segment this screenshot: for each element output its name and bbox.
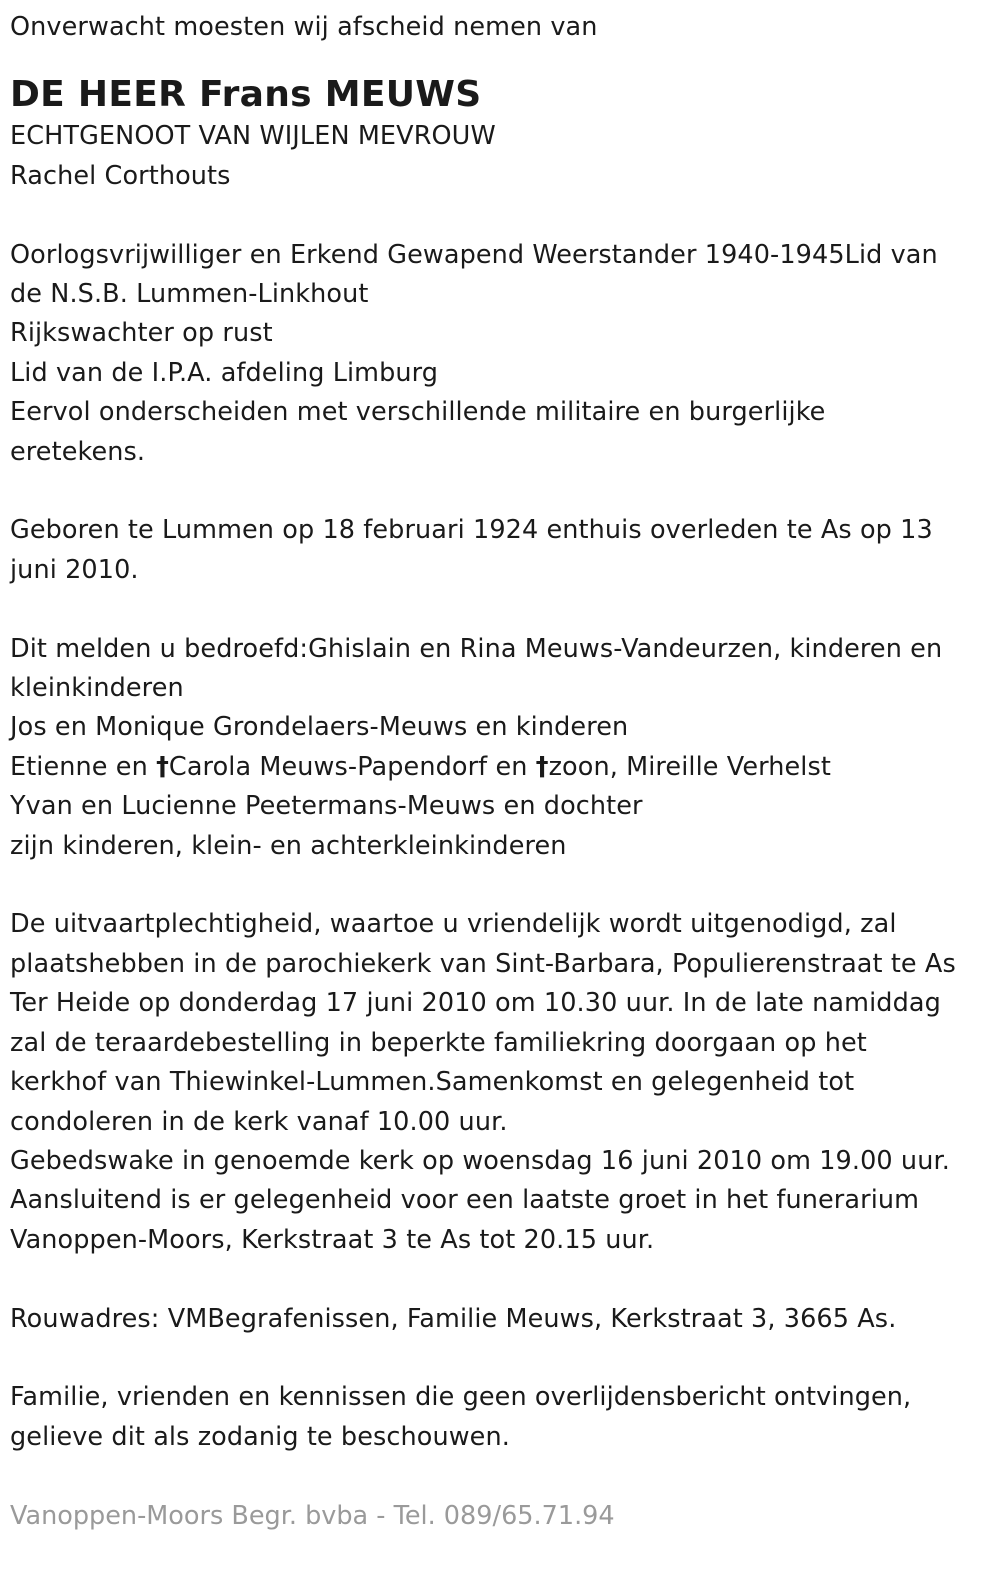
honors-line: de N.S.B. Lummen-Linkhout bbox=[10, 279, 369, 310]
spacer bbox=[10, 590, 1000, 629]
funeral-line: condoleren in de kerk vanaf 10.00 uur. bbox=[10, 1106, 508, 1137]
honors-line: eretekens. bbox=[10, 436, 146, 467]
family-line: kleinkinderen bbox=[10, 673, 184, 704]
funeral-line: Gebedswake in genoemde kerk op woensdag 16 juni 2010 om 19.00 uur. bbox=[10, 1145, 950, 1176]
spacer bbox=[10, 1457, 1000, 1496]
family-line: Yvan en Lucienne Peetermans-Meuws en dochter bbox=[10, 791, 643, 822]
spacer bbox=[10, 866, 1000, 905]
funeral-line: Ter Heide op donderdag 17 juni 2010 om 10.30 uur. In de late namiddag bbox=[10, 988, 941, 1019]
funeral-line: Vanoppen-Moors, Kerkstraat 3 te As tot 20.15 uur. bbox=[10, 1224, 655, 1255]
cross-icon: † bbox=[156, 751, 169, 782]
spacer bbox=[10, 472, 1000, 511]
intro-text: Onverwacht moesten wij afscheid nemen van bbox=[10, 12, 598, 42]
honors-line: Rijkswachter op rust bbox=[10, 318, 273, 349]
cross-icon: † bbox=[535, 751, 549, 782]
honors-line: Lid van de I.P.A. afdeling Limburg bbox=[10, 357, 439, 388]
family-line: Dit melden u bedroefd:Ghislain en Rina Meuws-Vandeurzen, kinderen en bbox=[10, 633, 943, 664]
spacer bbox=[10, 196, 1000, 235]
spacer bbox=[10, 1260, 1000, 1299]
spacer bbox=[10, 1339, 1000, 1378]
deceased-name: DE HEER Frans MEUWS bbox=[10, 74, 482, 116]
closing-line: Familie, vrienden en kennissen die geen overlijdensbericht ontvingen, bbox=[10, 1382, 912, 1413]
honors-line: Eervol onderscheiden met verschillende militaire en burgerlijke bbox=[10, 397, 826, 428]
birth-death-block bbox=[10, 511, 1000, 590]
family-line: Jos en Monique Grondelaers-Meuws en kinderen bbox=[10, 712, 629, 743]
family-text: Etienne en bbox=[10, 751, 157, 782]
family-line-with-crosses bbox=[10, 748, 1000, 787]
funeral-home-footer: Vanoppen-Moors Begr. bvba - Tel. 089/65.71.94 bbox=[10, 1500, 615, 1531]
closing-block bbox=[10, 1378, 1000, 1457]
funeral-block bbox=[10, 905, 1000, 1260]
spouse-title: ECHTGENOOT VAN WIJLEN MEVROUW bbox=[10, 121, 496, 152]
family-text: zoon, Mireille Verhelst bbox=[548, 751, 831, 782]
spouse-name: Rachel Corthouts bbox=[10, 160, 231, 191]
family-line: zijn kinderen, klein- en achterkleinkinderen bbox=[10, 830, 567, 861]
mourning-address: Rouwadres: VMBegrafenissen, Familie Meuws, Kerkstraat 3, 3665 As. bbox=[10, 1303, 897, 1334]
funeral-line: De uitvaartplechtigheid, waartoe u vriendelijk wordt uitgenodigd, zal bbox=[10, 909, 897, 940]
funeral-line: zal de teraardebestelling in beperkte familiekring doorgaan op het bbox=[10, 1027, 867, 1058]
funeral-line: Aansluitend is er gelegenheid voor een laatste groet in het funerarium bbox=[10, 1185, 920, 1216]
honors-block bbox=[10, 236, 1000, 472]
funeral-line: kerkhof van Thiewinkel-Lummen.Samenkomst en gelegenheid tot bbox=[10, 1067, 855, 1098]
funeral-line: plaatshebben in de parochiekerk van Sint-Barbara, Populierenstraat te As bbox=[10, 948, 956, 979]
birth-death-line: Geboren te Lummen op 18 februari 1924 enthuis overleden te As op 13 bbox=[10, 515, 933, 546]
family-block bbox=[10, 630, 1000, 866]
honors-line: Oorlogsvrijwilliger en Erkend Gewapend Weerstander 1940-1945Lid van bbox=[10, 239, 938, 270]
closing-line: gelieve dit als zodanig te beschouwen. bbox=[10, 1421, 510, 1452]
birth-death-line: juni 2010. bbox=[10, 554, 139, 585]
family-text: Carola Meuws-Papendorf en bbox=[168, 751, 536, 782]
